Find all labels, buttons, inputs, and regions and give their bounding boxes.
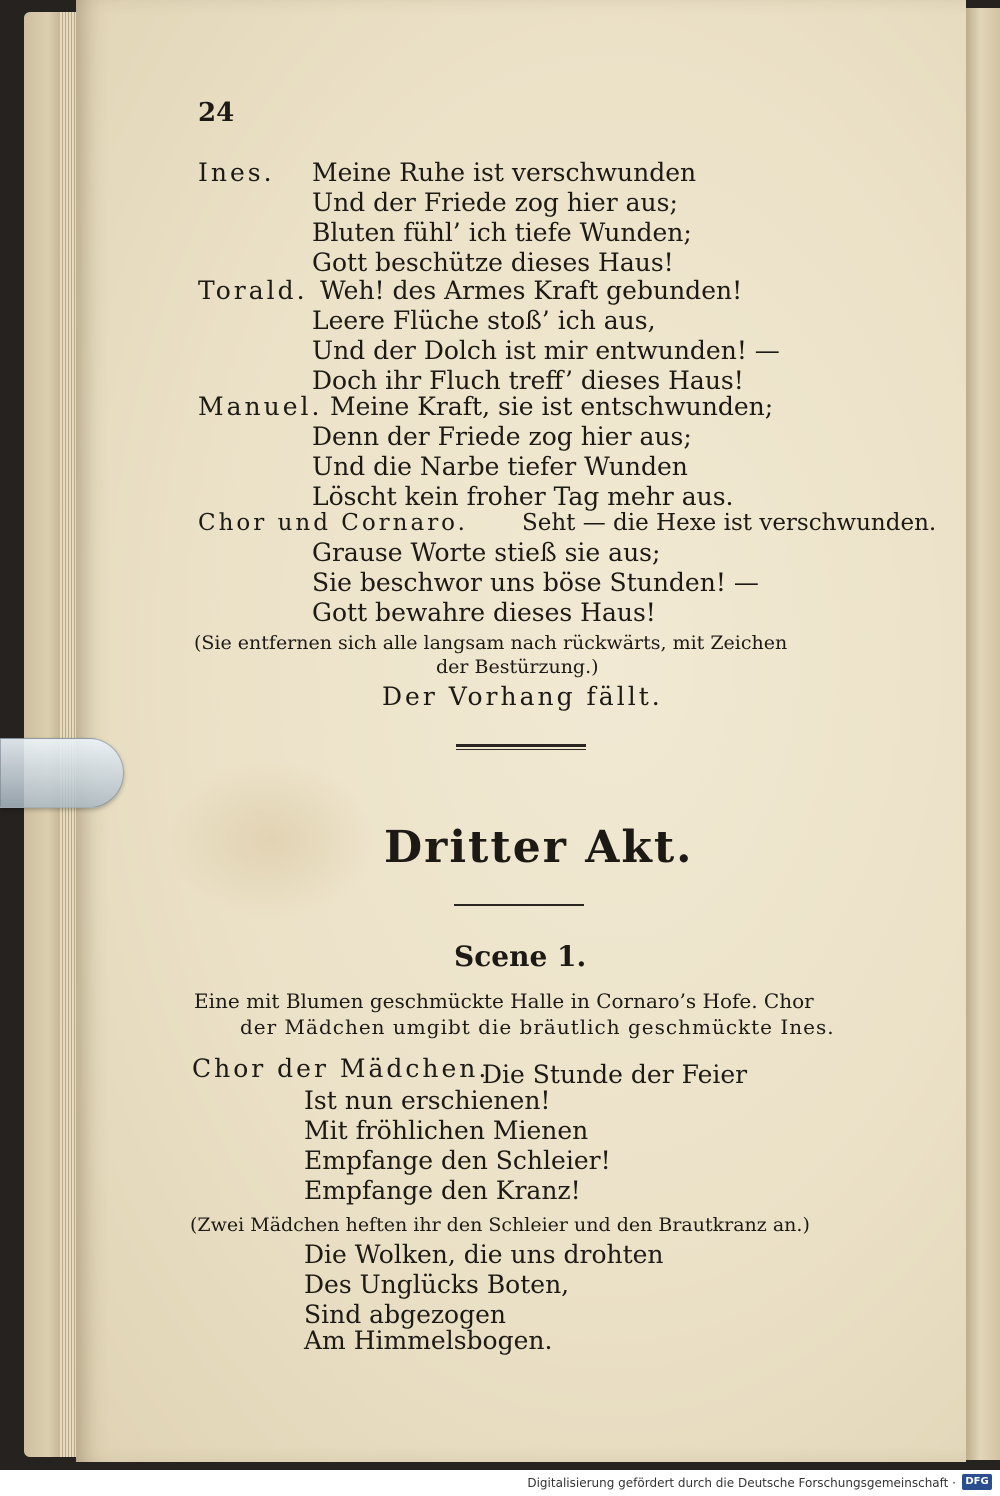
verse-line: Sie beschwor uns böse Stunden! —: [312, 568, 759, 597]
verse-line: Mit fröhlichen Mienen: [304, 1116, 589, 1145]
verse-line: Und der Dolch ist mir entwunden! —: [312, 336, 780, 365]
verse-line: Gott bewahre dieses Haus!: [312, 598, 656, 627]
verse-line: Bluten fühl’ ich tiefe Wunden;: [312, 218, 692, 247]
page-number: 24: [198, 98, 235, 128]
verse-line: Seht — die Hexe ist verschwunden.: [522, 510, 937, 536]
divider-rule: [456, 744, 586, 747]
verse-line: Des Unglücks Boten,: [304, 1270, 570, 1299]
verse-line: Löscht kein froher Tag mehr aus.: [312, 482, 734, 511]
scene-description: Eine mit Blumen geschmückte Halle in Cornaro’s Hofe. Chor: [194, 989, 814, 1013]
scene-description: der Mädchen umgibt die bräutlich geschmückte Ines.: [240, 1015, 835, 1039]
dfg-logo-icon: DFG: [962, 1474, 992, 1490]
verse-line: Leere Flüche stoß’ ich aus,: [312, 306, 656, 335]
divider-rule: [454, 904, 584, 906]
verse-line: Doch ihr Fluch treff’ dieses Haus!: [312, 366, 744, 395]
footer-bar: [0, 1470, 1000, 1496]
verse-line: Und die Narbe tiefer Wunden: [312, 452, 688, 481]
act-heading: Dritter Akt.: [384, 822, 694, 873]
verse-line: Grause Worte stieß sie aus;: [312, 538, 661, 567]
speaker-chor-und-cornaro: Chor und Cornaro.: [198, 510, 468, 536]
speaker-chor-der-maedchen: Chor der Mädchen.: [192, 1054, 490, 1083]
stage-direction: (Zwei Mädchen heften ihr den Schleier und den Brautkranz an.): [190, 1214, 810, 1236]
stage-direction: der Bestürzung.): [436, 656, 599, 678]
speaker-ines: Ines.: [198, 158, 275, 187]
verse-line: Meine Kraft, sie ist entschwunden;: [330, 392, 774, 421]
verse-line: Und der Friede zog hier aus;: [312, 188, 678, 217]
verse-line: Sind abgezogen: [304, 1300, 507, 1329]
verse-line: Gott beschütze dieses Haus!: [312, 248, 674, 277]
stage-direction: (Sie entfernen sich alle langsam nach rückwärts, mit Zeichen: [194, 632, 788, 654]
verse-line: Empfange den Schleier!: [304, 1146, 611, 1175]
verse-line: Empfange den Kranz!: [304, 1176, 581, 1205]
verse-line: Die Wolken, die uns drohten: [304, 1240, 664, 1269]
funding-credit: Digitalisierung gefördert durch die Deutsche Forschungsgemeinschaft ·: [527, 1476, 956, 1490]
speaker-manuel: Manuel.: [198, 392, 323, 421]
curtain-falls: Der Vorhang fällt.: [382, 682, 663, 711]
verse-line: Denn der Friede zog hier aus;: [312, 422, 692, 451]
facing-page-edge: [964, 8, 1000, 1460]
plastic-page-clip: [0, 738, 124, 808]
verse-line: Die Stunde der Feier: [482, 1060, 748, 1089]
verse-line: Ist nun erschienen!: [304, 1086, 551, 1115]
page-content: [120, 0, 937, 1462]
verse-line: Meine Ruhe ist verschwunden: [312, 158, 697, 187]
speaker-torald: Torald.: [198, 276, 308, 305]
verse-line: Weh! des Armes Kraft gebunden!: [320, 276, 743, 305]
verse-line: Am Himmelsbogen.: [304, 1326, 553, 1355]
scene-heading: Scene 1.: [454, 940, 587, 973]
